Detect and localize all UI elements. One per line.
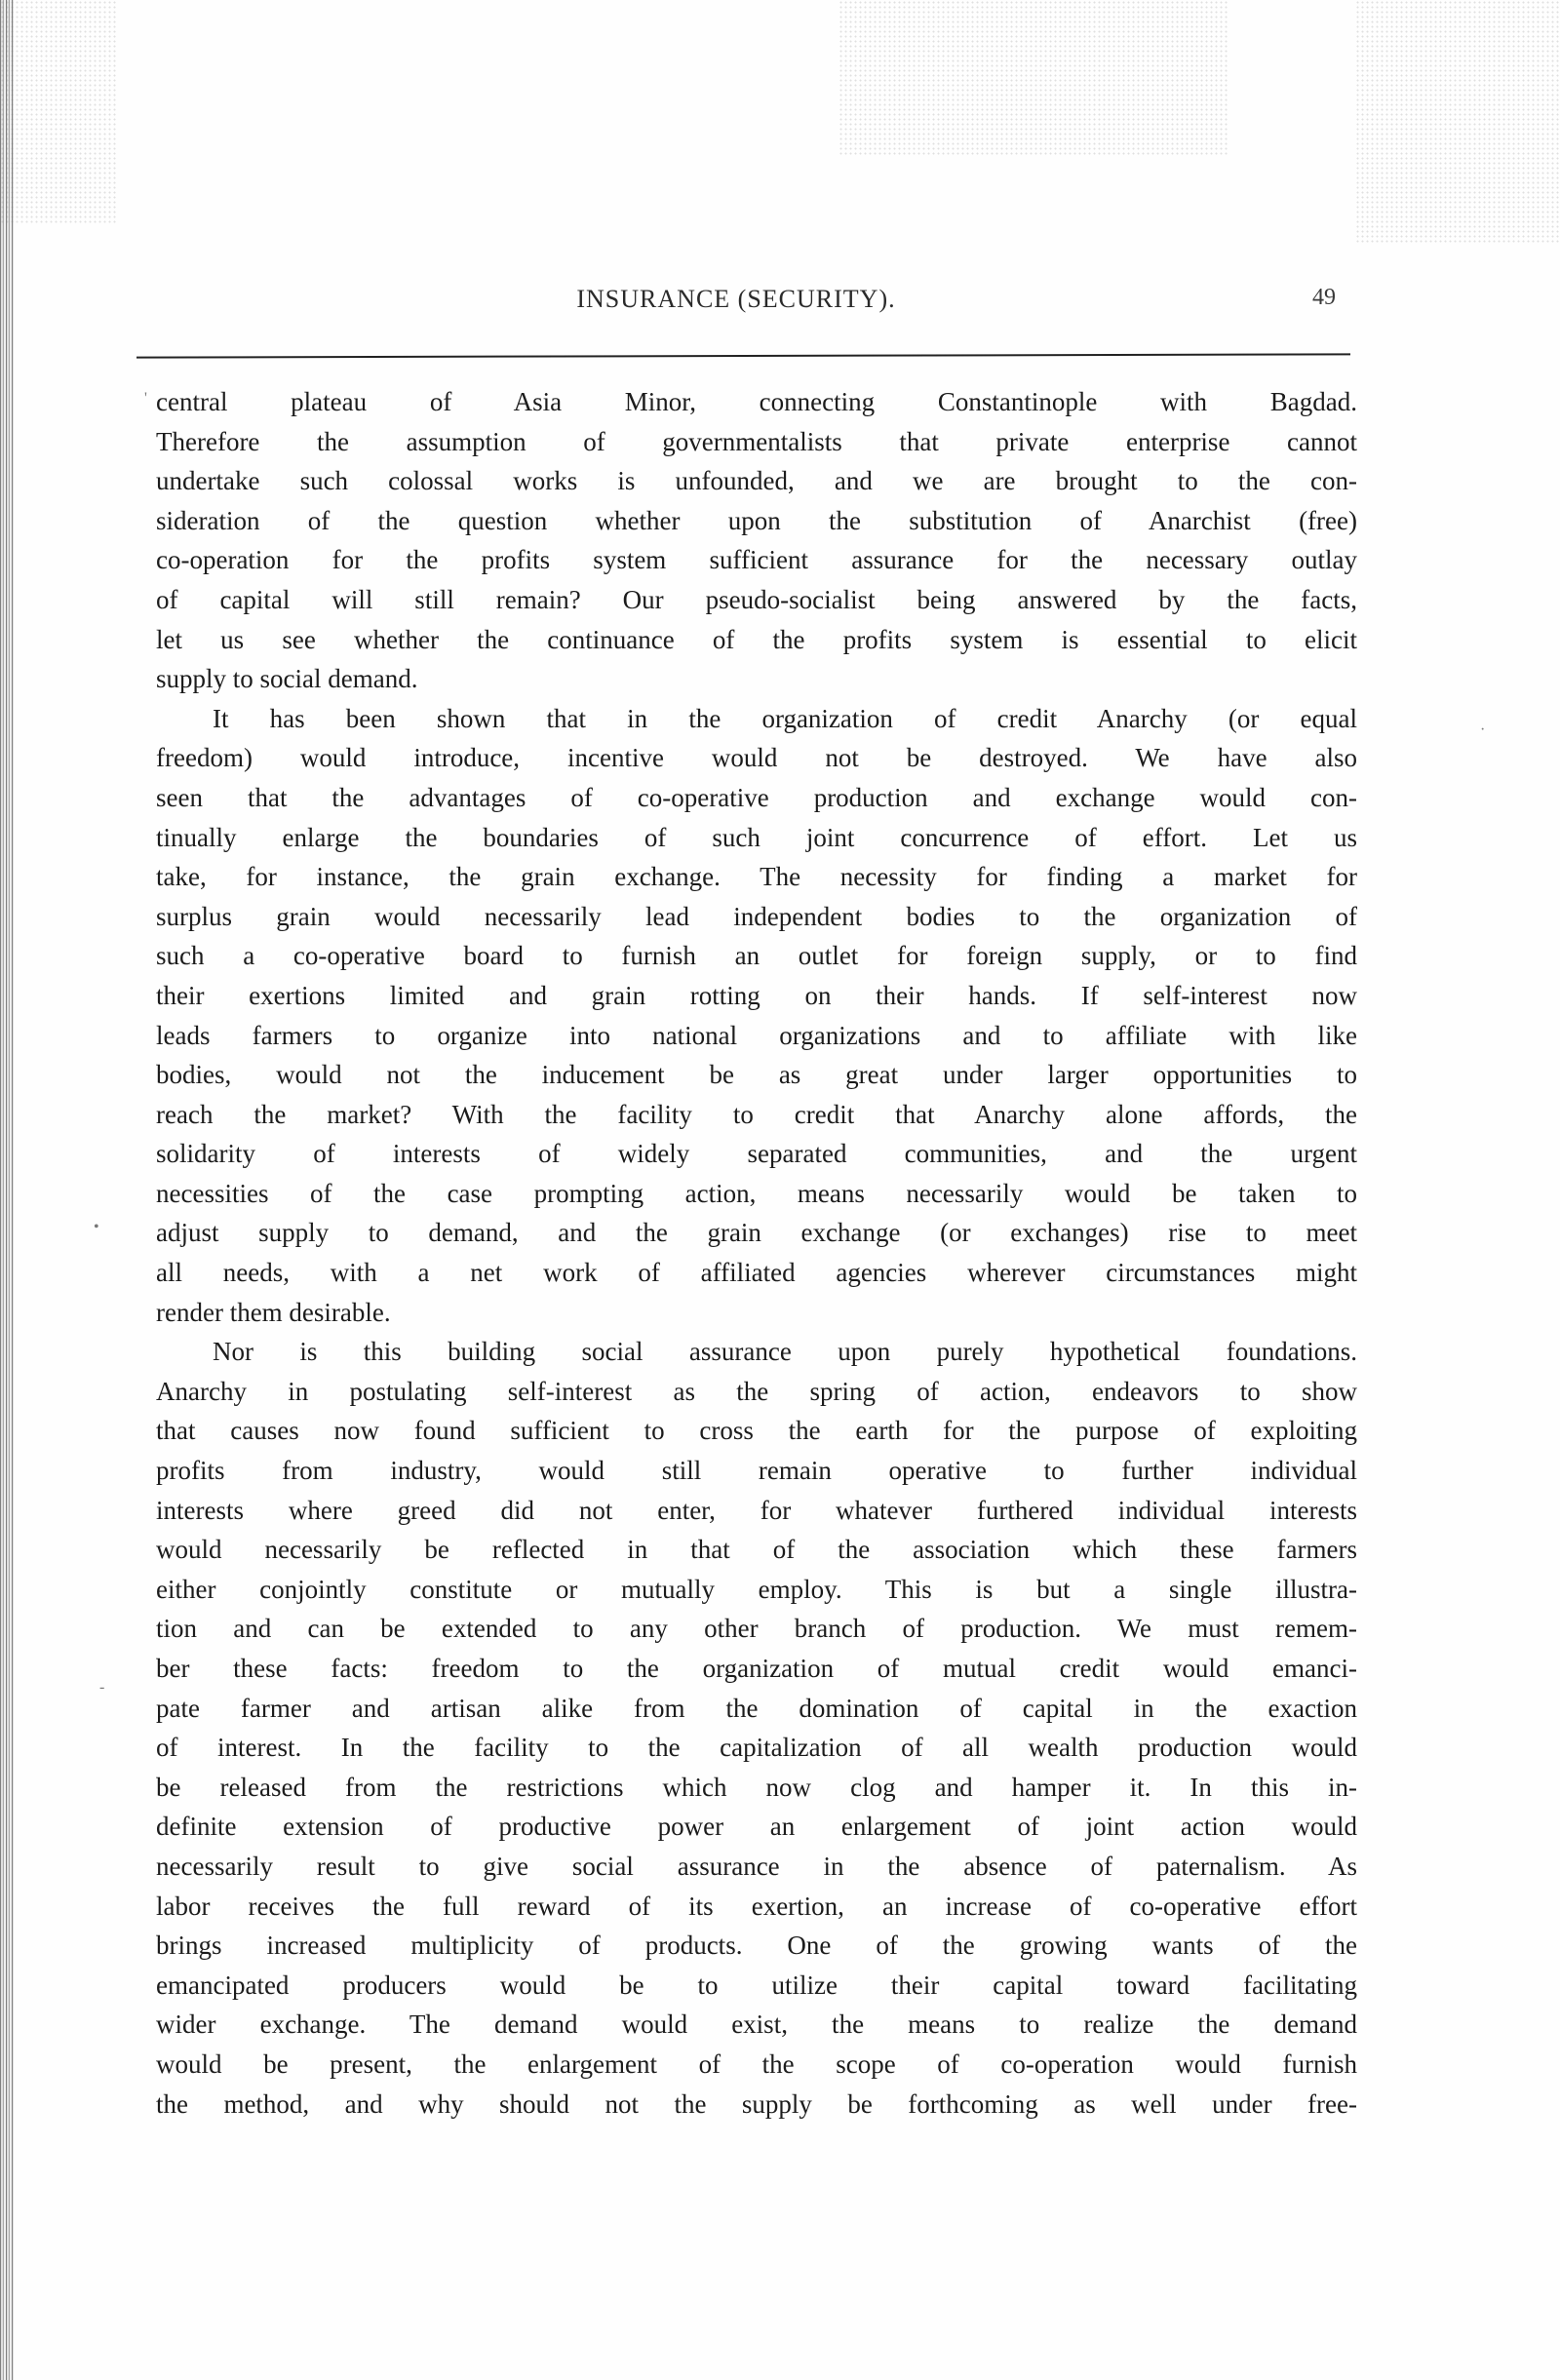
- stray-mark: ·: [1480, 722, 1486, 738]
- text-line: surplus grain would necessarily lead independent bodies to the organization of: [156, 901, 1357, 931]
- text-line: solidarity of interests of widely separated communities, and the urgent: [156, 1139, 1357, 1169]
- text-line: seen that the advantages of co-operative production and exchange would con-: [156, 782, 1357, 812]
- text-line: tinually enlarge the boundaries of such joint concurrence of effort. Let us: [156, 822, 1357, 852]
- text-line: It has been shown that in the organization of credit Anarchy (or equal: [213, 703, 1357, 733]
- text-line: take, for instance, the grain exchange. The necessity for finding a market for: [156, 862, 1357, 892]
- body-text: [156, 382, 1357, 2124]
- text-line: Nor is this building social assurance upon purely hypothetical foundations.: [213, 1337, 1357, 1367]
- text-line: the method, and why should not the supply be forthcoming as well under free-: [156, 2088, 1357, 2119]
- text-line: adjust supply to demand, and the grain exchange (or exchanges) rise to meet: [156, 1218, 1357, 1248]
- text-line: pate farmer and artisan alike from the domination of capital in the exaction: [156, 1693, 1357, 1723]
- text-line: leads farmers to organize into national organizations and to affiliate with like: [156, 1020, 1357, 1050]
- text-line: freedom) would introduce, incentive would not be destroyed. We have also: [156, 743, 1357, 773]
- text-line: supply to social demand.: [156, 664, 418, 694]
- running-head: INSURANCE (SECURITY).: [576, 285, 896, 313]
- text-line: of capital will still remain? Our pseudo-socialist being answered by the facts,: [156, 584, 1357, 614]
- text-line: would necessarily be reflected in that of the association which these farmers: [156, 1535, 1357, 1565]
- text-line: necessarily result to give social assurance in the absence of paternalism. As: [156, 1851, 1357, 1881]
- scan-noise-top-middle: [838, 0, 1228, 156]
- text-line: sideration of the question whether upon the substitution of Anarchist (free): [156, 505, 1357, 535]
- text-line: let us see whether the continuance of the profits system is essential to elicit: [156, 624, 1357, 654]
- text-line: render them desirable.: [156, 1297, 391, 1327]
- text-line: tion and can be extended to any other branch of production. We must remem-: [156, 1614, 1357, 1644]
- text-line: that causes now found sufficient to cross the earth for the purpose of exploiting: [156, 1416, 1357, 1446]
- scan-noise-top-left: [0, 0, 117, 224]
- text-line: of interest. In the facility to the capitalization of all wealth production would: [156, 1733, 1357, 1763]
- text-line: brings increased multiplicity of products. One of the growing wants of the: [156, 1931, 1357, 1961]
- text-line: would be present, the enlargement of the scope of co-operation would furnish: [156, 2048, 1357, 2079]
- text-line: Anarchy in postulating self-interest as the spring of action, endeavors to show: [156, 1376, 1357, 1406]
- stray-mark: -: [99, 1679, 105, 1696]
- page-number: 49: [1312, 285, 1336, 310]
- text-line: central plateau of Asia Minor, connecting Constantinople with Bagdad.: [156, 387, 1357, 416]
- text-line: their exertions limited and grain rotting on their hands. If self-interest now: [156, 980, 1357, 1010]
- text-line: wider exchange. The demand would exist, the means to realize the demand: [156, 2009, 1357, 2040]
- text-line: be released from the restrictions which now clog and hamper it. In this in-: [156, 1772, 1357, 1802]
- text-line: necessities of the case prompting action, means necessarily would be taken to: [156, 1178, 1357, 1208]
- header-rule: [136, 353, 1350, 358]
- scan-noise-top-right: [1355, 0, 1560, 244]
- text-line: emancipated producers would be to utilize their capital toward facilitating: [156, 1970, 1357, 2000]
- stray-mark: •: [94, 1219, 99, 1235]
- text-line: ber these facts: freedom to the organization of mutual credit would emanci-: [156, 1654, 1357, 1683]
- text-line: definite extension of productive power an enlargement of joint action would: [156, 1812, 1357, 1842]
- text-line: either conjointly constitute or mutually employ. This is but a single illustra-: [156, 1574, 1357, 1604]
- text-line: undertake such colossal works is unfounded, and we are brought to the con-: [156, 466, 1357, 496]
- text-line: labor receives the full reward of its exertion, an increase of co-operative effort: [156, 1891, 1357, 1921]
- text-line: all needs, with a net work of affiliated agencies wherever circumstances might: [156, 1258, 1357, 1288]
- stray-mark: ': [144, 390, 147, 407]
- text-line: Therefore the assumption of governmentalists that private enterprise cannot: [156, 426, 1357, 456]
- text-line: profits from industry, would still remain operative to further individual: [156, 1456, 1357, 1486]
- text-line: interests where greed did not enter, for whatever furthered individual interests: [156, 1495, 1357, 1525]
- text-line: reach the market? With the facility to credit that Anarchy alone affords, the: [156, 1099, 1357, 1129]
- text-line: such a co-operative board to furnish an outlet for foreign supply, or to find: [156, 941, 1357, 971]
- binding-edge-shadow: [0, 0, 14, 2380]
- text-line: co-operation for the profits system sufficient assurance for the necessary outlay: [156, 545, 1357, 575]
- text-line: bodies, would not the inducement be as great under larger opportunities to: [156, 1060, 1357, 1090]
